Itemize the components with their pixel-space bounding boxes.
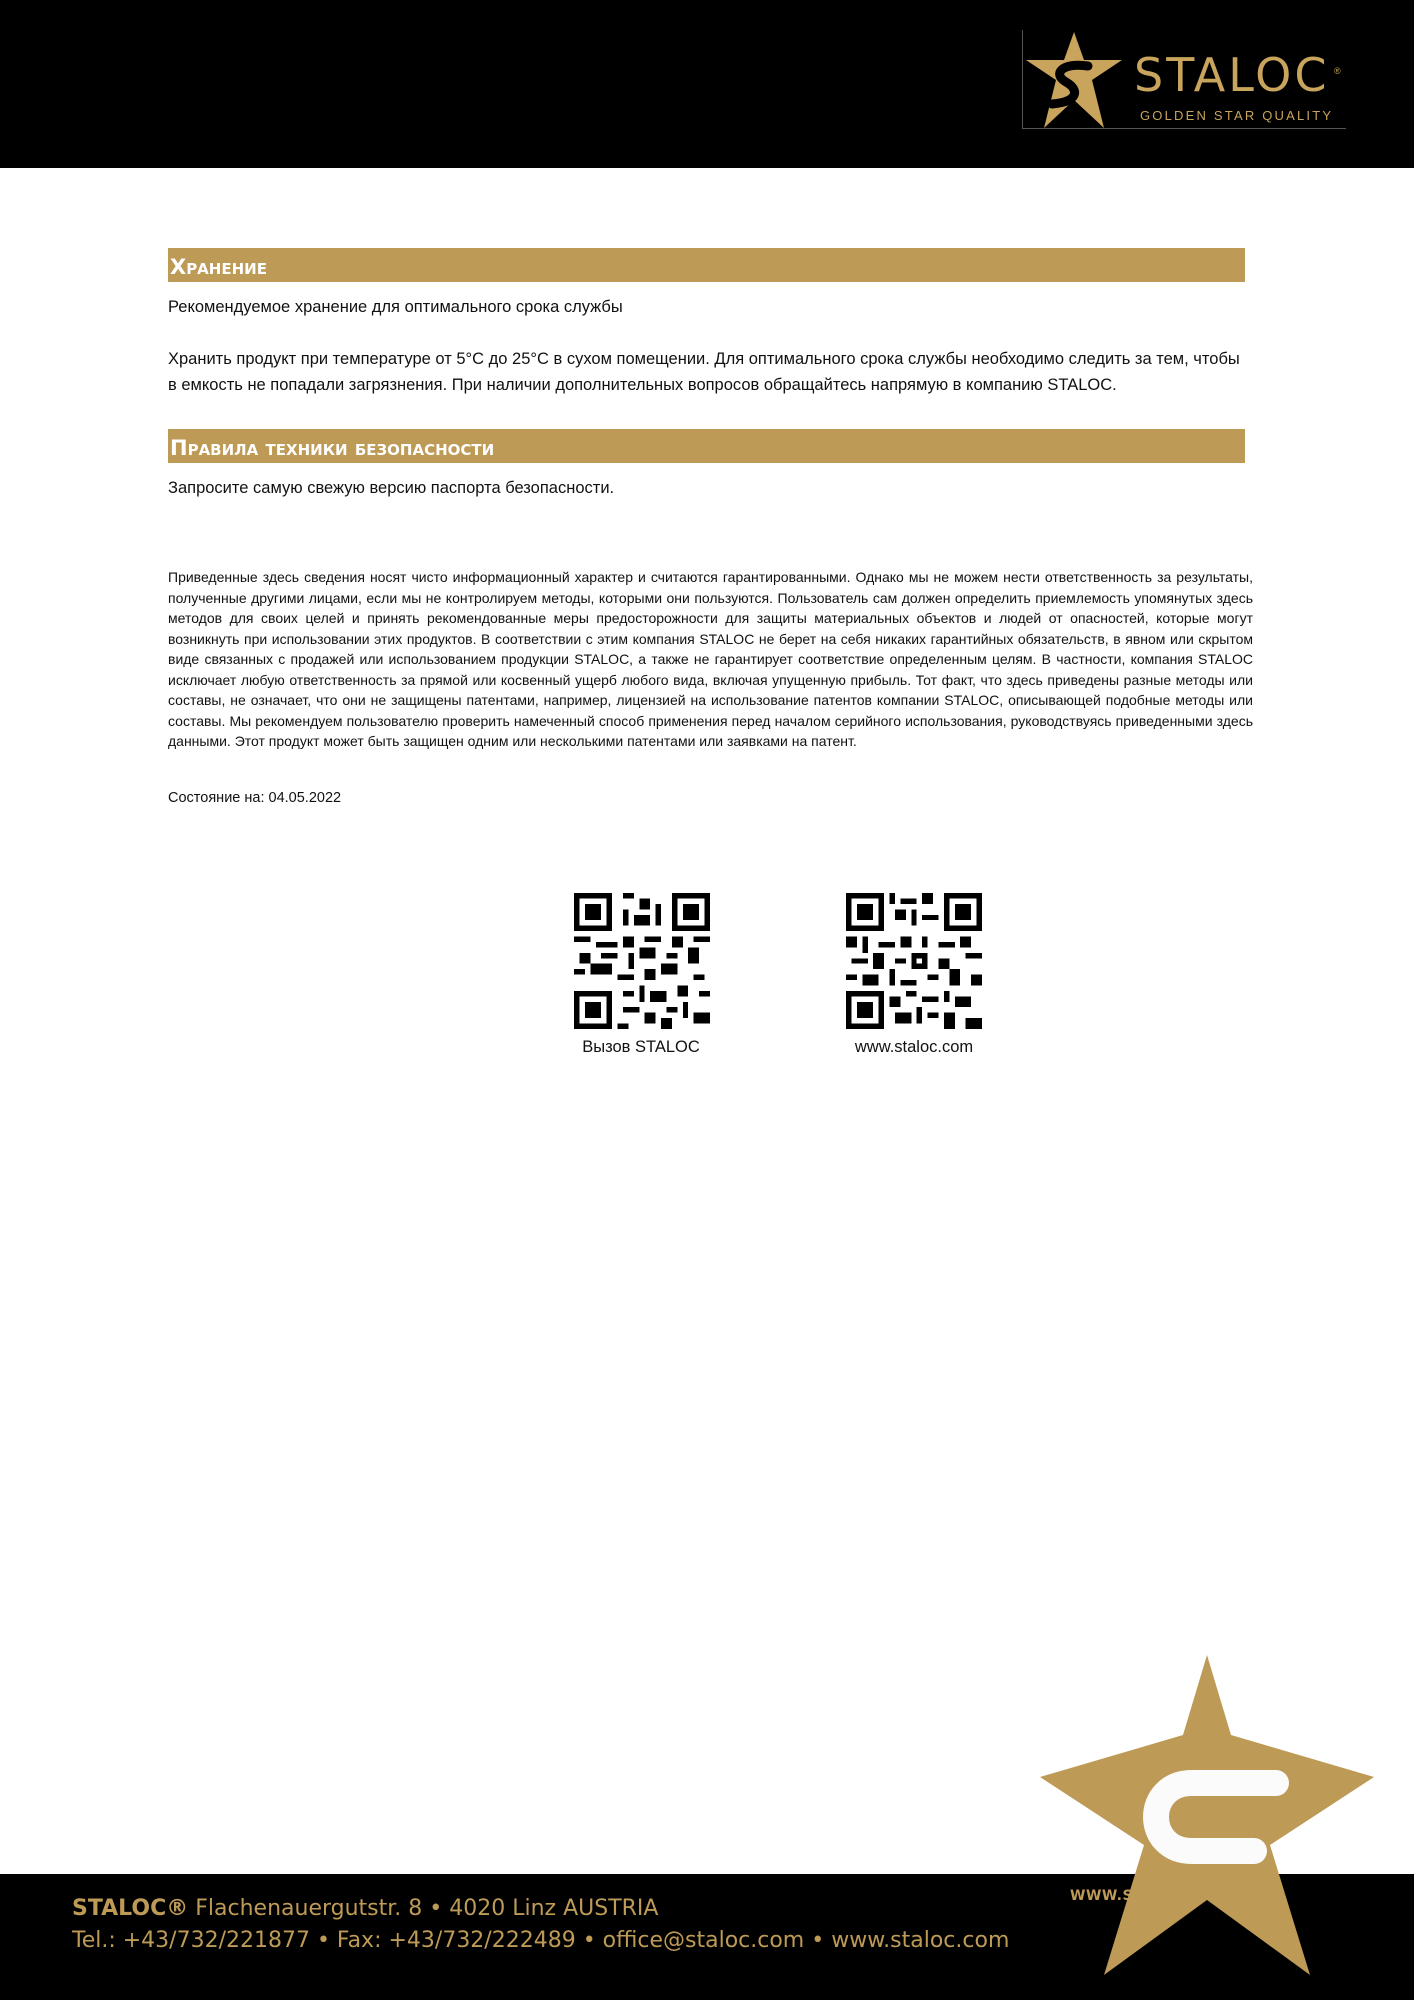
disclaimer-text: Приведенные здесь сведения носят чисто информационный характер и считаются гарантированными. Однако мы не можем нести ответственность за результаты, полученные другими лицами, если мы не контролируем методы, которыми они пользуются. Пользователь сам должен определить приемлемость упомянутых здесь методов для своих целей и принять рекомендованные меры предосторожности для защиты материальных объектов и людей от опасностей, которые могут возникнуть при использовании этих продуктов. В соответствии с этим компания STALOC не берет на себя никаких гарантийных обязательств, в явном или скрытом виде связанных с продажей или использованием продукции STALOC, а также не гарантирует соответствие определенным целям. В частности, компания STALOC исключает любую ответственность за прямой или косвенный ущерб любого вида, включая упущенную прибыль. Тот факт, что здесь приведены разные методы или составы, не означает, что они не защищены патентами, например, лицензией на использование патентов компании STALOC, описывающей подобные методы или составы. Мы рекомендуем пользователю проверить намеченный способ применения перед началом серийного использования, руководствуясь приведенными здесь данными. Этот продукт может быть защищен одним или несколькими патентами или заявками на патент. [168, 569, 1253, 749]
staloc-star-logo-icon [1022, 30, 1132, 130]
staloc-logo [1022, 30, 1346, 130]
footer-www-badge[interactable]: WWW.STALOC.COM [1070, 1888, 1229, 1904]
storage-subtitle: Рекомендуемое хранение для оптимального срока службы [168, 298, 623, 316]
safety-text: Запросите самую свежую версию паспорта безопасности. [168, 479, 615, 497]
qr-label-call: Вызов STALOC [582, 1038, 700, 1056]
storage-heading: Хранение [168, 248, 1245, 282]
staloc-star-watermark-icon [1040, 1655, 1374, 1975]
footer-contacts: Tel.: +43/732/221877 • Fax: +43/732/222489 • office@staloc.com • www.staloc.com [72, 1928, 1010, 1953]
qr-label-website: www.staloc.com [854, 1038, 974, 1056]
safety-heading: Правила техники безопасности [168, 429, 1245, 463]
qr-code-icon[interactable] [846, 893, 982, 1029]
logo-frame-left [1022, 30, 1023, 129]
brand-tagline: GOLDEN STAR QUALITY [1140, 108, 1334, 123]
brand-registered-mark: ® [1334, 66, 1341, 76]
status-date: Состояние на: 04.05.2022 [168, 790, 342, 806]
footer-brand: STALOC® [72, 1896, 189, 1921]
logo-frame-bottom [1022, 128, 1346, 129]
storage-text: Хранить продукт при температуре от 5°C до 25°C в сухом помещении. Для оптимального срока службы необходимо следить за тем, чтобы в емкость не попадали загрязнения. При наличии дополнительных вопросов обращайтесь напрямую в компанию STALOC. [168, 350, 1240, 394]
footer-address [72, 1896, 658, 1921]
brand-name: STALOC [1134, 48, 1330, 102]
qr-code-icon[interactable] [574, 893, 710, 1029]
footer-address-text: Flachenauergutstr. 8 • 4020 Linz AUSTRIA [188, 1896, 659, 1921]
